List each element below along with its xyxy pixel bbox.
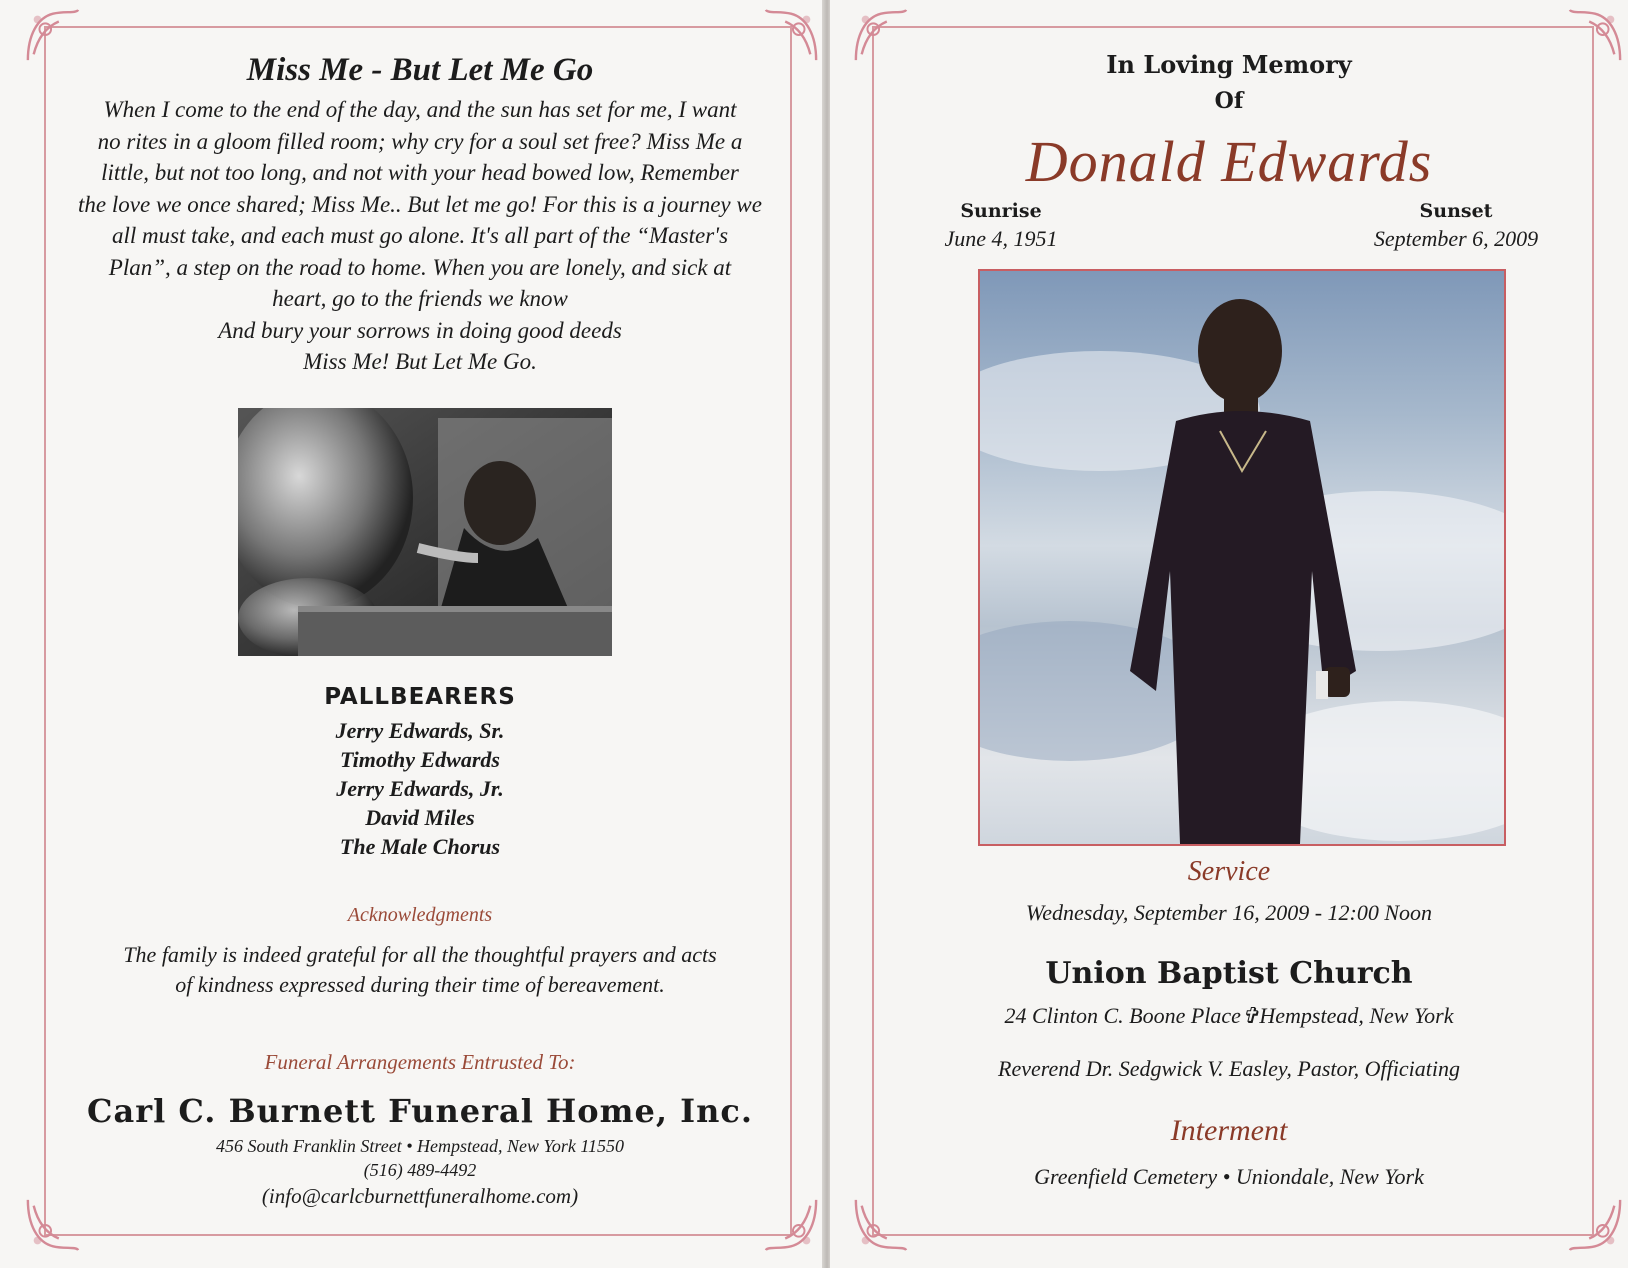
of-heading: Of [1214,88,1244,114]
pallbearers-heading: PALLBEARERS [324,684,516,710]
floral-corner-icon [852,1196,910,1254]
in-loving-memory-heading: In Loving Memory [1106,50,1352,79]
poem-line: And bury your sorrows in doing good deeds [218,317,622,343]
pallbearers-list [60,716,780,861]
floral-corner-icon [1566,1196,1624,1254]
church-name: Union Baptist Church [1045,956,1413,991]
service-heading: Service [1187,856,1271,887]
poem-line: no rites in a gloom filled room; why cry for a soul set free? Miss Me a [97,128,743,154]
funeral-home-address: 456 South Franklin Street • Hempstead, New York 11550 [215,1136,625,1156]
poem-line: heart, go to the friends we know [272,286,568,311]
sunrise-block [926,200,1076,252]
officiant: Reverend Dr. Sedgwick V. Easley, Pastor, Officiating [998,1056,1460,1081]
pallbearer-name: Jerry Edwards, Sr. [335,718,505,743]
poem-line: all must take, and each must go alone. It's all part of the “Master's [111,223,729,248]
poem-body [64,94,776,378]
sunset-label: Sunset [1419,200,1493,222]
poem-line: little, but not too long, and not with your head bowed low, Remember [101,160,739,185]
church-address: 24 Clinton C. Boone Place✞Hempstead, New York [1004,1003,1454,1028]
funeral-home-email: (info@carlcburnettfuneralhome.com) [261,1184,579,1208]
sunset-block [1356,200,1556,252]
funeral-home-phone: (516) 489-4492 [363,1160,477,1180]
poem-line: Plan”, a step on the road to home. When you are lonely, and sick at [108,254,732,280]
pallbearer-name: David Miles [365,805,475,830]
poem-line: the love we once shared; Miss Me.. But let me go! For this is a journey we [78,191,762,217]
pallbearer-name: Jerry Edwards, Jr. [336,776,504,801]
acknowledgments-body [64,940,776,1000]
acknowledgments-heading: Acknowledgments [347,904,493,926]
sunrise-label: Sunrise [960,200,1042,222]
acknowledgments-line: The family is indeed grateful for all the thoughtful prayers and acts [123,942,717,967]
funeral-home-name: Carl C. Burnett Funeral Home, Inc. [87,1092,753,1130]
portrait-photo [978,269,1506,846]
acknowledgments-line: of kindness expressed during their time of bereavement. [175,972,665,997]
interment-place: Greenfield Cemetery • Uniondale, New York [1034,1164,1424,1189]
sunset-date: September 6, 2009 [1373,226,1539,251]
sunrise-date: June 4, 1951 [944,226,1058,251]
pallbearer-name: Timothy Edwards [340,747,500,772]
funeral-arrangements-heading: Funeral Arrangements Entrusted To: [264,1050,576,1074]
poem-title: Miss Me - But Let Me Go [246,52,594,88]
deceased-name: Donald Edwards [1025,129,1433,194]
program-front-panel [830,0,1628,1268]
service-datetime: Wednesday, September 16, 2009 - 12:00 Noon [1025,900,1433,925]
poem-line: When I come to the end of the day, and the sun has set for me, I want [103,97,737,122]
interment-heading: Interment [1170,1114,1288,1147]
musician-photo [238,408,612,656]
pallbearer-name: The Male Chorus [339,834,501,859]
poem-line: Miss Me! But Let Me Go. [303,349,537,374]
